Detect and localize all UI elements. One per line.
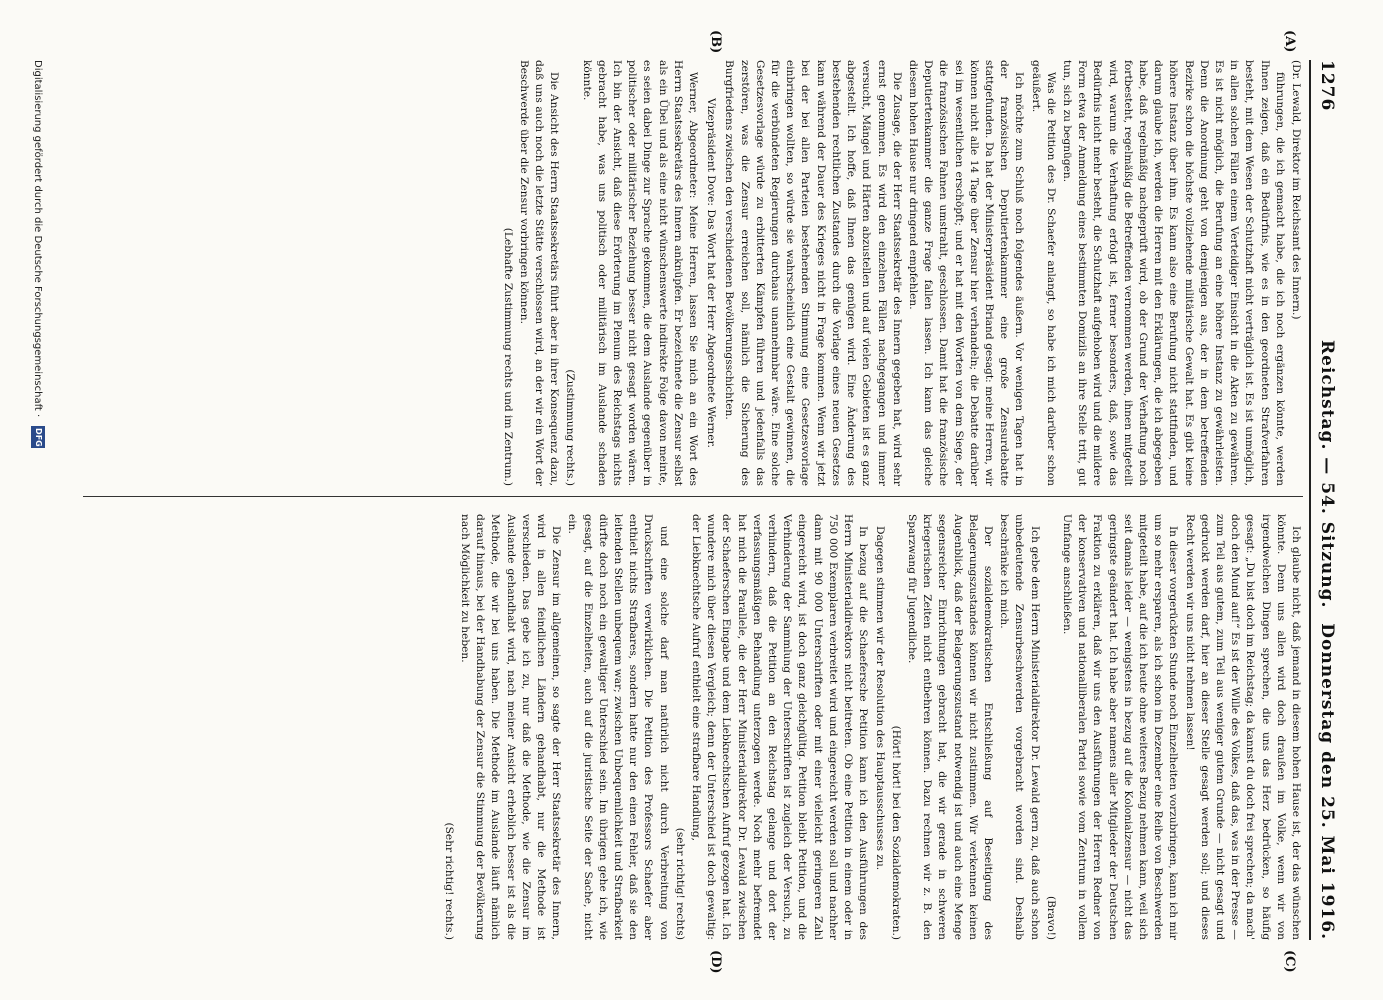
right-text-column [83,514,1303,940]
paragraph: Die Ansicht des Herrn Staatssekretärs führt aber in ihrer Konsequenz dazu, daß uns auch noch die letzte Stätte verschlossen wird, an der wir ein Wort der Beschwerde über die Zensur vorbringen können. [517,60,561,486]
paragraph: (sehr richtig! rechts) [673,827,686,940]
paragraph: In dieser vorgerückten Stunde noch Einzelheiten vorzubringen, kann ich mir um so mehr ersparen, als ich schon im Dezember eine Reihe von Beschwerden mitgeteilt habe, auf die ich heute ohne weiteres Bezug nehmen kann, weil sich seit damals leider — wenigstens in bezug auf die Kolonialzensur — nicht das geringste geändert hat. Ich habe aber namens aller Mitglieder der Deutschen Fraktion zu erklären, daß wir uns den Ausführungen der Herren Redner von der konservativen und nationalliberalen Partei sowie vom Zentrum in vollem Umfange anschließen. [1060,514,1180,940]
paragraph: Vizepräsident Dove: Das Wort hat der Herr Abgeordnete Werner. [705,98,718,448]
paragraph: Die Zusage, die der Herr Staatssekretär des Innern gegeben hat, wird sehr ernst genommen. Es wird den einzelnen Fällen nachgegangen und immer versucht, Mängel und Härten abzustellen und auf vielen Gebieten ist es ganz abgestellt. Ich hoffe, daß Ihnen das genügen wird. Eine Änderung des bestehenden rechtlichen Zustandes durch die Vorlage eines neuen Gesetzes kann während der Dauer des Krieges nicht in Frage kommen. Wenn wir jetzt bei der bei allen Parteien bestehenden Stimmung eine Gesetzesvorlage einbringen wollten, so würde sie wahrscheinlich eine Gestalt gewinnen, die für die verbündeten Regierungen durchaus unannehmbar wäre. Eine solche Gesetzesvorlage würde zu erbitterten Kämpfen führen und jedenfalls das zerstören, was die Zensur erreichen soll, nämlich die Sicherung des Burgfriedens zwischen den verschiedenen Bevölkerungsschichten. [723,60,903,486]
paragraph: Ich gebe dem Herrn Ministerialdirektor Dr. Lewald gern zu, daß auch schon unbedeutende Zensurbeschwerden vorgebracht worden sind. Deshalb beschränke ich mich. [998,514,1041,940]
paragraph: Werner, Abgeordneter: Meine Herren, lassen Sie mich an ein Wort des Herrn Staatssekretärs des Innern anknüpfen. Er bezeichnete die Zensur selbst als ein Übel und als eine nicht wünschenswerte indirekte Folge davon meinte, es seien dabei Dinge zur Sprache gekommen, die dem Auslande gegenüber in politischer oder militärischer Beziehung besser nicht gesagt worden wären. Ich bin der Ansicht, daß diese Erörterung im Plenum des Reichstags nichts gebracht habe, was uns politisch oder militärisch im Auslande schaden könnte. [580,60,700,486]
paragraph: Die Zensur im allgemeinen, so sagte der Herr Staatssekretär des Innern, wird in allen feindlichen Ländern gehandhabt, nur die Methode ist verschieden. Das gebe ich zu, nur daß die Methode, wie die Zensur im Auslande gehandhabt wird, nach meiner Ansicht erheblich besser ist als die Methode, die wir bei uns haben. Die Methode im Auslande läuft nämlich darauf hinaus, bei der Handhabung der Zensur die Stimmung der Bevölkerung nach Möglichkeit zu heben. [459,514,563,940]
paragraph: Ich glaube nicht, daß jemand in diesem hohen Hause ist, der das wünschen könnte. Denn uns allen wird doch draußen im Volke, wenn wir von irgendwelchen Dingen sprechen, die uns das Herz bedrücken, so häufig gesagt: „Du bist doch im Reichstag; da kannst du doch frei sprechen; da mach' doch den Mund auf!“ Es ist der Wille des Volkes, daß das, was in der Presse — zum Teil aus gutem, zum Teil aus weniger gutem Grunde — nicht gesagt und gedruckt werden darf, hier an dieser Stelle gesagt werden soll; und dieses Recht werden wir uns nicht nehmen lassen! [1183,514,1302,940]
paragraph: (Bravo!) [1044,895,1057,940]
paragraph: In bezug auf die Schaefersche Petition kann ich den Ausführungen des Herrn Ministerialdirektors nicht beitreten. Ob eine Petition in einem oder in 750 000 Exemplaren verbreitet wird und eingereicht werden soll und nachher dann mit 90 000 Unterschriften oder mit einer vielleicht geringeren Zahl eingereicht wird, ist doch ganz gleichgültig. Petition bleibt Petition, und die Verhinderung der Sammlung der Unterschriften ist zugleich der Versuch, zu verhindern, daß die Petition an den Reichstag gelange und dort der verfassungsmäßigen Behandlung unterzogen werde. Noch mehr befremdet hat mich die Parallele, die der Herr Ministerialdirektor Dr. Lewald zwischen der Schaeferschen Eingabe und dem Liebknechtschen Aufruf gezogen hat. Ich wundere mich über diesen Vergleich; denn der Unterschied ist doch gewaltig: der Liebknechtsche Aufruf enthielt eine strafbare Handlung, [690,514,870,940]
paragraph: Der sozialdemokratischen Entschließung auf Beseitigung des Belagerungszustandes können wir nicht zustimmen. Wir verkennen keinen Augenblick, daß der Belagerungszustand notwendig ist und auch eine Menge segensreicher Einrichtungen gebracht hat, die wir gerade in schweren kriegerischen Zeiten nicht entbehren können. Dazu rechnen wir z. B. den Sparzwang für Jugendliche. [905,514,994,940]
page-number: 1276 [1317,60,1337,112]
paragraph: Was die Petition des Dr. Schaefer anlangt, so habe ich mich darüber schon geäußert. [1029,60,1057,486]
paragraph: Ich möchte zum Schluß noch folgendes äußern. Vor wenigen Tagen hat in der französischen Deputiertenkammer eine große Zensurdebatte stattgefunden. Da hat der Ministerpräsident Briand gesagt: meine Herren, wir können nicht alle 14 Tage über Zensur hier verhandeln; die Debatte darüber sei im wesentlichen erschöpft; und er hat mit den Worten von dem Siege, der die französischen Fahnen umstrahlt, geschlossen. Damit hat die französische Deputiertenkammer die ganze Frage fallen lassen. Ich kann das gleiche diesem hohen Hause nur dringend empfehlen. [906,60,1026,486]
paragraph: (Zustimmung rechts.) [564,369,577,486]
page-header [1315,60,1337,940]
paragraph: (Dr. Lewald, Direktor im Reichsamt des Innern.) [1290,60,1302,320]
page-header-date: Donnerstag den 25. Mai 1916. [1317,623,1337,940]
paragraph: (Hört! hört! bei den Sozialdemokraten.) [889,725,902,940]
paragraph: führungen, die ich gemacht habe, die ich noch ergänzen könnte, werden Ihnen zeigen, daß ein Bedürfnis, wie es in den geordneten Strafverfahren besteht, mit dem Wesen der Schutzhaft nicht verträglich ist. Es ist unmöglich, in allen solchen Fällen einem Verteidiger Einsicht in die Akten zu gewähren. Es ist nicht möglich, die Berufung an eine höhere Instanz zu gewährleisten. Denn die Anordnung geht von demjenigen aus, der in dem betreffenden Bezirke schon die höchste vollziehende militärische Gewalt hat. Es gibt keine höhere Instanz über ihm. Es kann also eine Berufung nicht stattfinden, und darum glaube ich, werden die Herren mit den Erklärungen, die ich abgegeben habe, daß regelmäßig nachgeprüft wird, ob der Grund der Verhaftung noch fortbesteht, regelmäßig die Betreffenden vernommen werden, ihnen mitgeteilt wird, warum die Verhaftung erfolgt ist, ferner besonders, daß, sowie das Bedürfnis nicht mehr besteht, die Schutzhaft aufgehoben wird und die mildere Form etwa der Anmeldung eines bestimmten Domizils an ihre Stelle tritt, gut tun, sich zu begnügen. [1060,60,1286,486]
page-header-title: Reichstag. — 54. Sitzung. [1317,340,1337,609]
paragraph: (Lebhafte Zustimmung rechts und im Zentrum.) [501,227,514,486]
margin-marker-c: (C) [1282,950,1297,973]
dfg-logo: DFG [31,426,45,448]
header-rule [1309,60,1311,940]
paragraph: und eine solche darf man natürlich nicht durch Verbreitung von Druckschriften verwirklichen. Die Petition des Professors Schaefer aber enthielt nichts Strafbares, sondern hatte nur den einen Fehler, daß sie den leitenden Stellen unbequem war; zwischen Unbequemlichkeit und Strafbarkeit dürfte doch noch ein gewaltiger Unterschied sein. Im übrigen gehe ich, wie gesagt, auf die Einzelheiten, auch auf die juristische Seite der Sache, nicht ein. [566,514,670,940]
paragraph: Dagegen stimmen wir der Resolution des Hauptausschusses zu. [873,526,886,871]
digitization-credit: Digitalisierung gefördert durch die Deutsche Forschungsgemeinschaft · [32,60,43,418]
paragraph: (Sehr richtig! rechts.) [442,822,455,940]
column-divider [83,496,1303,497]
page-footer [25,60,45,940]
margin-marker-b: (B) [708,30,723,54]
margin-marker-a: (A) [1282,30,1297,53]
left-text-column [83,60,1303,486]
margin-marker-d: (D) [708,950,723,974]
